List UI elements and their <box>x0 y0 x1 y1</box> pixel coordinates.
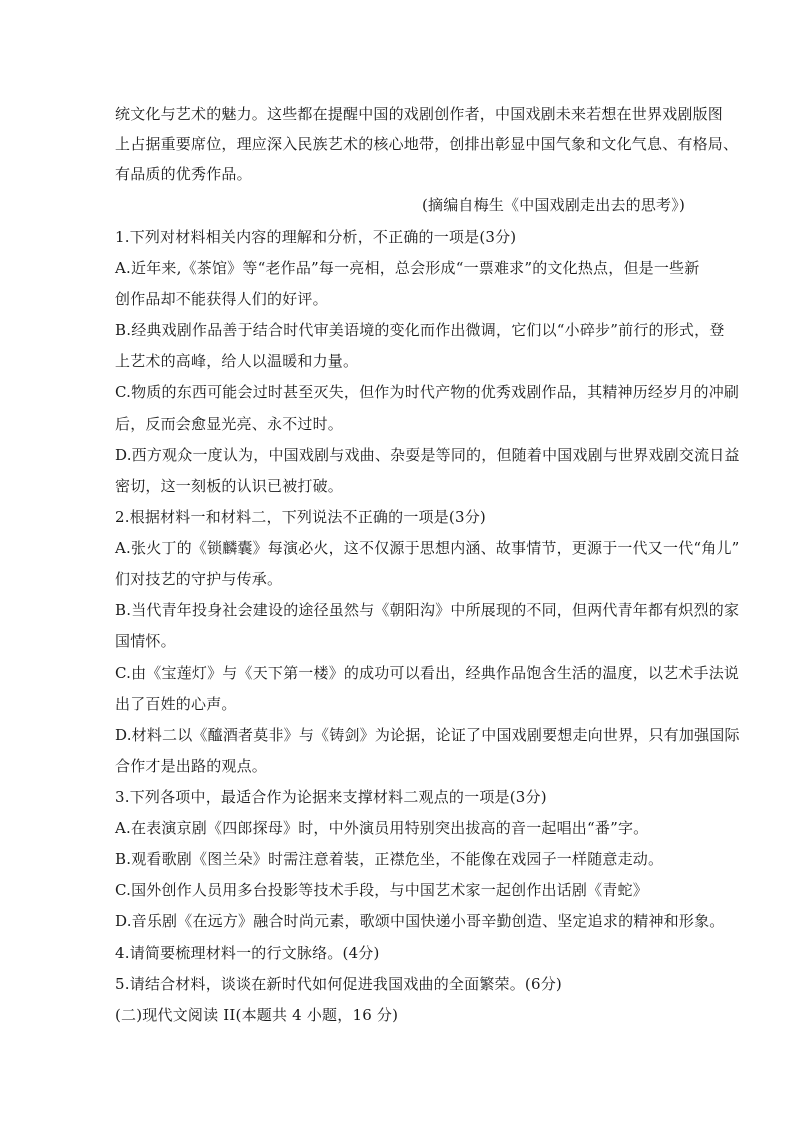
question-1-option-c-cont: 后，反而会愈显光亮、永不过时。 <box>115 415 344 433</box>
passage-line: 上占据重要席位，理应深入民族艺术的核心地带，创排出彰显中国气象和文化气息、有格局、 <box>115 135 739 153</box>
question-3-option-a: A.在表演京剧《四郎探母》时，中外演员用特别突出拔高的音一起唱出“番”字。 <box>115 819 649 837</box>
question-1-stem: 1.下列对材料相关内容的理解和分析，不正确的一项是(3分) <box>115 228 517 246</box>
question-2-stem: 2.根据材料一和材料二，下列说法不正确的一项是(3分) <box>115 508 486 526</box>
question-1-option-a-cont: 创作品却不能获得人们的好评。 <box>115 290 328 308</box>
question-4-stem: 4.请简要梳理材料一的行文脉络。(4分) <box>115 944 380 962</box>
question-3-option-b: B.观看歌剧《图兰朵》时需注意着装，正襟危坐，不能像在戏园子一样随意走动。 <box>115 850 664 868</box>
section-heading: (二)现代文阅读 II(本题共 4 小题，16 分) <box>115 1006 399 1024</box>
question-2-option-b-cont: 国情怀。 <box>115 632 176 650</box>
question-3-option-d: D.音乐剧《在远方》融合时尚元素，歌颂中国快递小哥辛勤创造、坚定追求的精神和形象。 <box>115 912 725 930</box>
question-2-option-a: A.张火丁的《锁麟囊》每演必火，这不仅源于思想内涵、故事情节，更源于一代又一代“角儿” <box>115 539 740 557</box>
passage-line: 统文化与艺术的魅力。这些都在提醒中国的戏剧创作者，中国戏剧未来若想在世界戏剧版图 <box>115 105 724 123</box>
question-2-option-d: D.材料二以《醯酒者莫非》与《铸剑》为论据，论证了中国戏剧要想走向世界，只有加强国际 <box>115 726 740 744</box>
question-2-option-c-cont: 出了百姓的心声。 <box>115 695 237 713</box>
question-2-option-d-cont: 合作才是出路的观点。 <box>115 757 268 775</box>
passage-source: (摘编自梅生《中国戏剧走出去的思考》) <box>421 196 685 214</box>
question-1-option-b-cont: 上艺术的高峰，给人以温暖和力量。 <box>115 352 359 370</box>
question-2-option-c: C.由《宝莲灯》与《天下第一楼》的成功可以看出，经典作品饱含生活的温度，以艺术手法说 <box>115 664 740 682</box>
passage-line: 有品质的优秀作品。 <box>115 165 252 183</box>
question-5-stem: 5.请结合材料，谈谈在新时代如何促进我国戏曲的全面繁荣。(6分) <box>115 975 562 993</box>
question-1-option-b: B.经典戏剧作品善于结合时代审美语境的变化而作出微调，它们以“小碎步”前行的形式，登 <box>115 321 725 339</box>
question-2-option-b: B.当代青年投身社会建设的途径虽然与《朝阳沟》中所展现的不同，但两代青年都有炽烈的家 <box>115 601 740 619</box>
question-3-option-c: C.国外创作人员用多台投影等技术手段，与中国艺术家一起创作出话剧《青蛇》 <box>115 881 648 899</box>
question-2-option-a-cont: 们对技艺的守护与传承。 <box>115 570 283 588</box>
question-1-option-d-cont: 密切，这一刻板的认识已被打破。 <box>115 477 344 495</box>
question-1-option-d: D.西方观众一度认为，中国戏剧与戏曲、杂耍是等同的，但随着中国戏剧与世界戏剧交流日益 <box>115 446 740 464</box>
question-1-option-a: A.近年来,《茶馆》等“老作品”每一亮相，总会形成“一票难求”的文化热点，但是一些新 <box>115 259 700 277</box>
question-3-stem: 3.下列各项中，最适合作为论据来支撑材料二观点的一项是(3分) <box>115 788 547 806</box>
question-1-option-c: C.物质的东西可能会过时甚至灭失，但作为时代产物的优秀戏剧作品，其精神历经岁月的冲刷 <box>115 383 740 401</box>
